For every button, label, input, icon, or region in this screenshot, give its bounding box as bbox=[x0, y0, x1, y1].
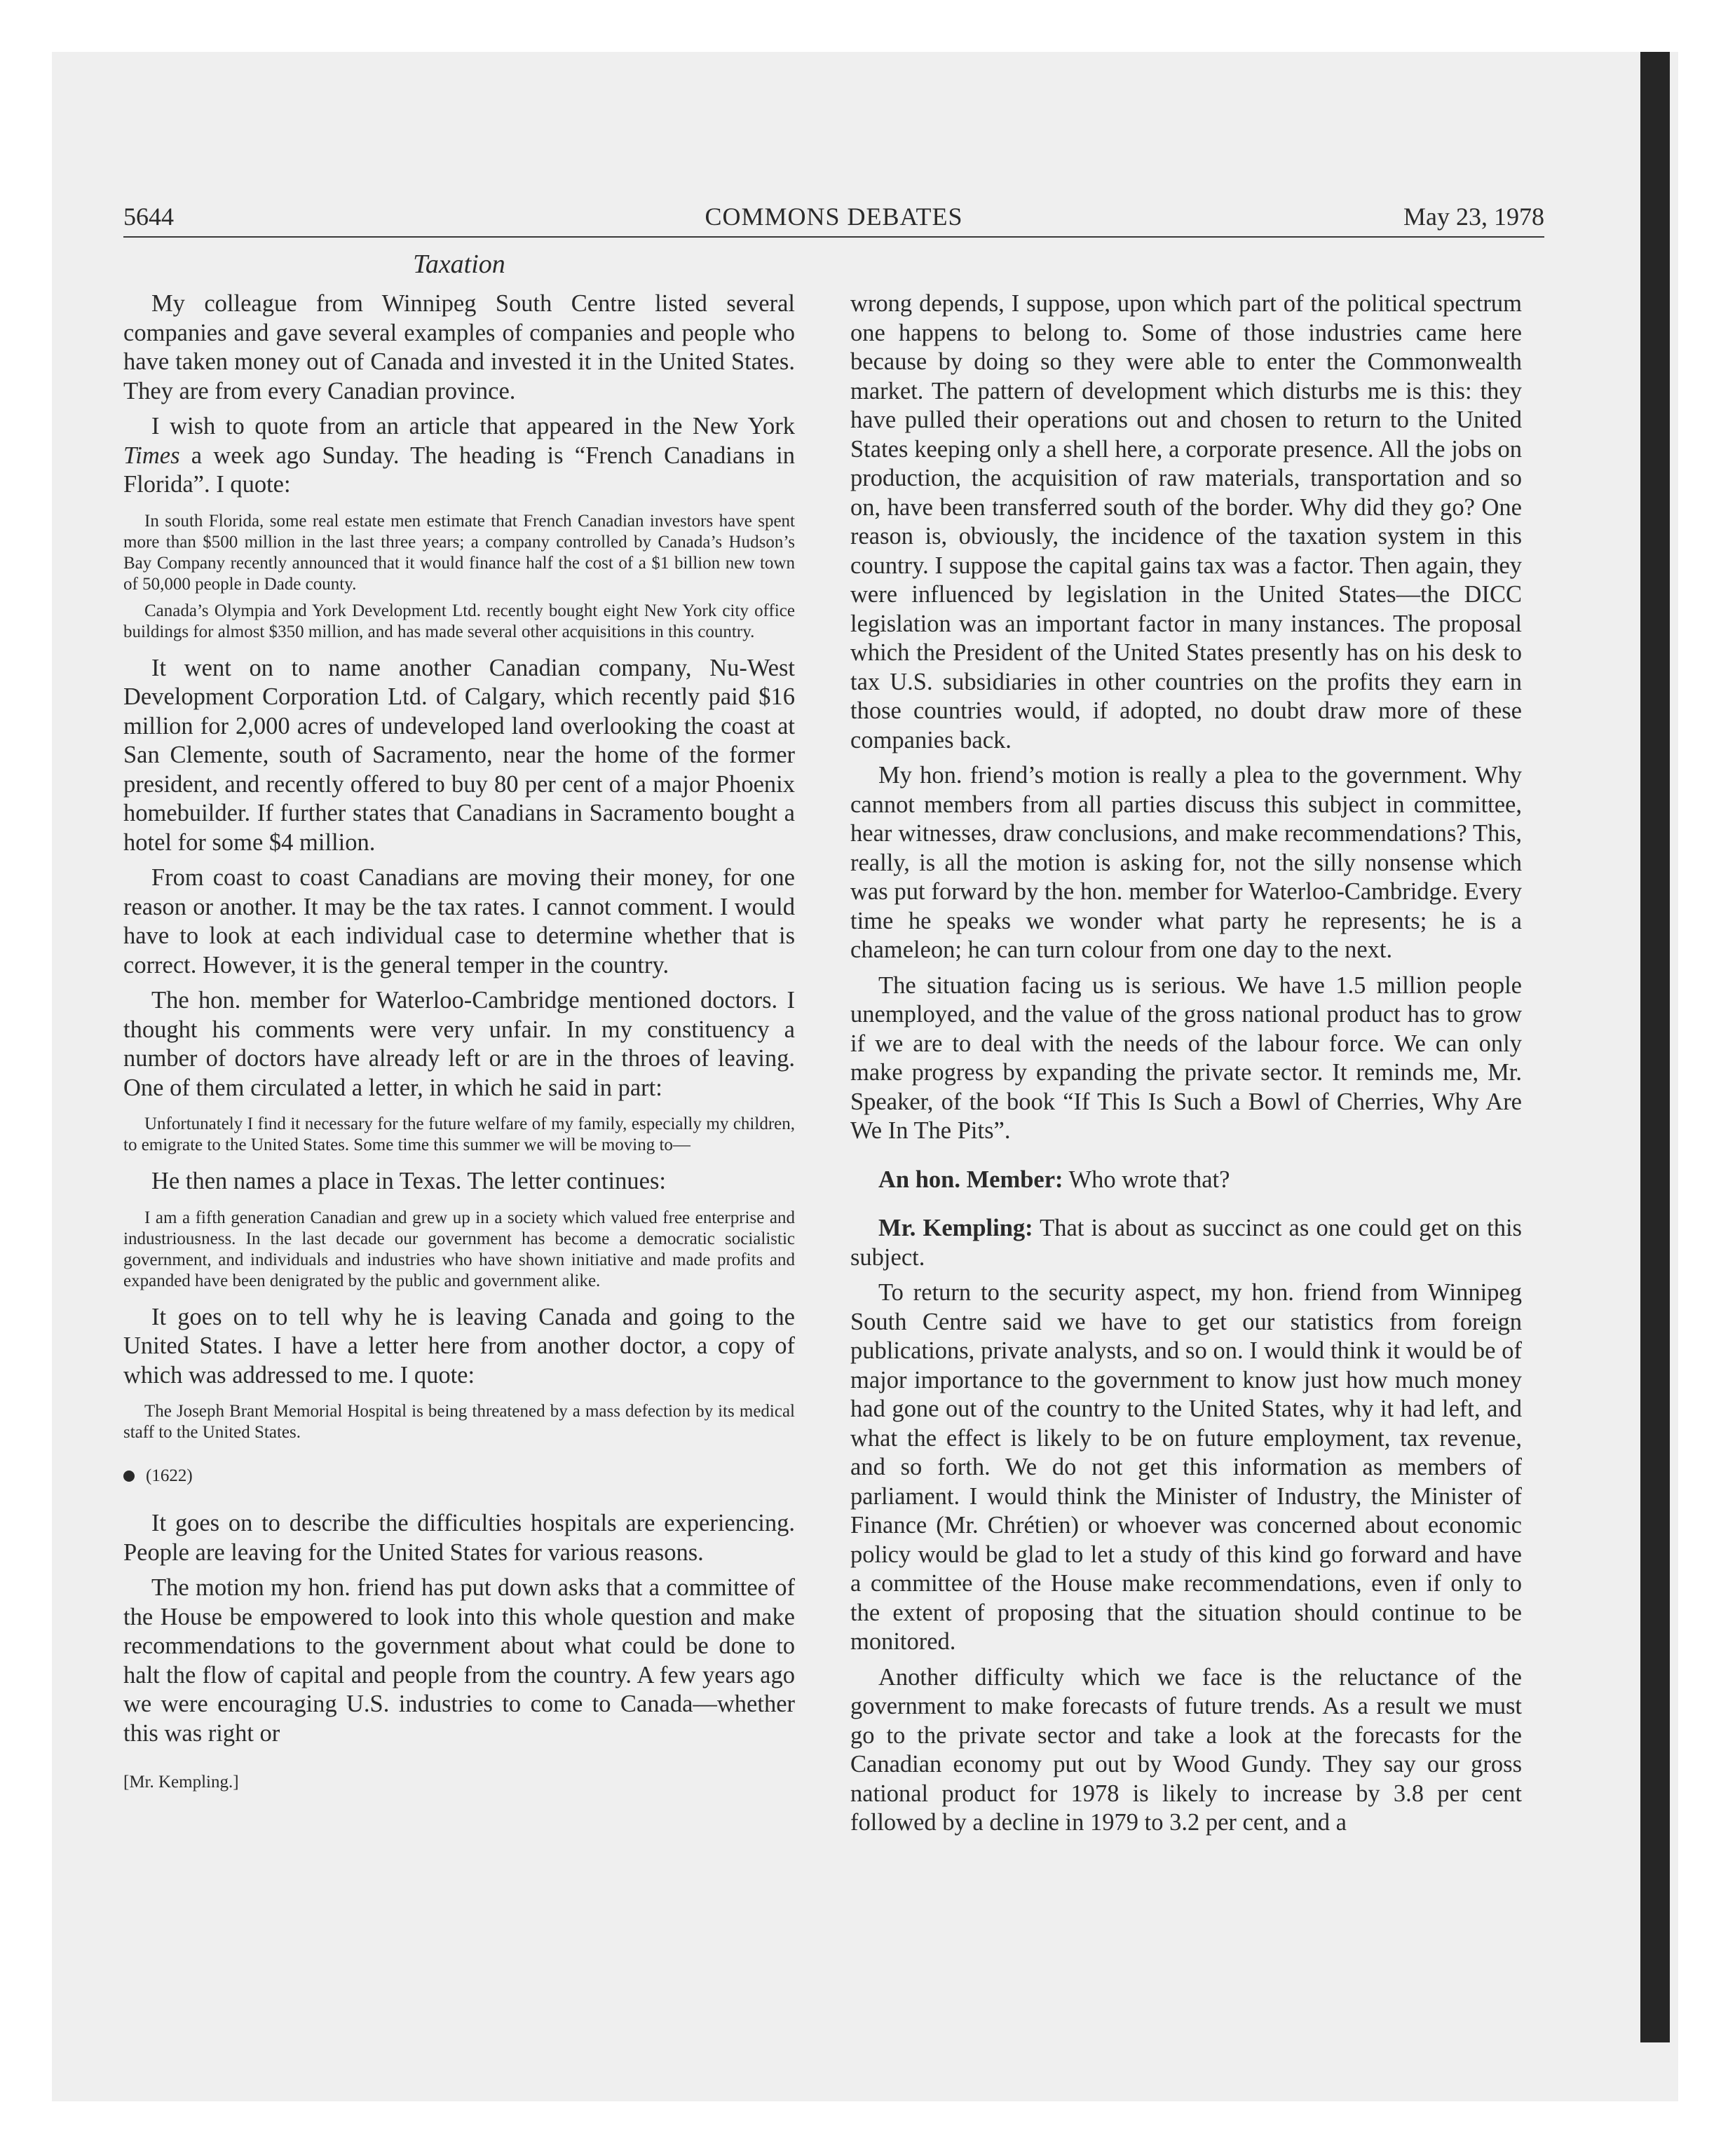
paragraph: The situation facing us is serious. We have 1.5 million people unemployed, and the value of the gross national product has to grow if we are to deal with the needs of the labour force. We can only make progress by expanding the private sector. It reminds me, Mr. Speaker, of the book “If This Is Such a Bowl of Cherries, Why Are We In The Pits”. bbox=[850, 971, 1522, 1144]
paragraph: To return to the security aspect, my hon. friend from Winnipeg South Centre said we have to get our statistics from foreign publications, private analysts, and so on. I would think it would be of major importance to the government to know just how much money had gone out of the country to the United States, why it had left, and what the effect is likely to be on future employment, tax revenue, and so forth. We do not get this information as members of parliament. I would think the Minister of Industry, the Minister of Finance (Mr. Chrétien) or whoever was concerned about economic policy would be glad to let a study of this kind go forward and have a committee of the House make recommendations, even if only to the extent of proposing that the situation should continue to be monitored. bbox=[850, 1279, 1522, 1655]
speech-interjection bbox=[850, 1166, 1522, 1195]
running-header bbox=[123, 198, 1544, 235]
block-quote: Unfortunately I find it necessary for the future welfare of my family, especially my children, to emigrate to the United States. Some time this summer we will be moving to— bbox=[123, 1114, 795, 1154]
paragraph: wrong depends, I suppose, upon which part of the political spectrum one happens to belong to. Some of those industries came here because by doing so they were able to enter the Commonwealth market. The pattern of development which disturbs me is this: they have pulled their operations out and chosen to return to the United States keeping only a shell here, a corporate presence. All the jobs on production, the acquisition of raw materials, transportation and so on, have been transferred south of the border. Why did they go? One reason is, obviously, the incidence of the taxation system in this country. I suppose the capital gains tax was a factor. Then again, they were influenced by legislation in the United States—the DICC legislation was an important factor in many instances. The proposal which the President of the United States presently has on his desk to tax U.S. subsidiaries in other countries on the profits they earn in those countries would, if adopted, no doubt draw more of these companies back. bbox=[850, 290, 1522, 753]
paragraph: The hon. member for Waterloo-Cambridge mentioned doctors. I thought his comments were very unfair. In my constituency a number of doctors have already left or are in the throes of leaving. One of them circulated a letter, in which he said in part: bbox=[123, 987, 795, 1101]
header-rule bbox=[123, 236, 1544, 238]
paragraph: Another difficulty which we face is the reluctance of the government to make forecasts of future trends. As a result we must go to the private sector and take a look at the forecasts for the Canadian economy put out by Wood Gundy. They say our gross national product for 1978 is likely to increase by 3.8 per cent followed by a decline in 1979 to 3.2 per cent, and a bbox=[850, 1663, 1522, 1836]
binding-edge bbox=[1640, 52, 1670, 2042]
speech-text: Who wrote that? bbox=[1063, 1166, 1230, 1193]
paragraph-text: I wish to quote from an article that appeared in the New York bbox=[151, 413, 795, 439]
speech-paragraph bbox=[850, 1214, 1522, 1272]
block-quote: Canada’s Olympia and York Development Ltd. recently bought eight New York city office buildings for almost $350 million, and has made several other acquisitions in this country. bbox=[123, 601, 795, 641]
section-title: Taxation bbox=[413, 250, 505, 279]
paragraph: My hon. friend’s motion is really a plea to the government. Why cannot members from all parties discuss this subject in committee, hear witnesses, draw conclusions, and make recommendations? This, really, is all the motion is asking for, not the silly nonsense which was put forward by the hon. member for Waterloo-Cambridge. Every time he speaks we wonder what party he represents; he is a chameleon; he can turn colour from one day to the next. bbox=[850, 762, 1522, 963]
speaker-name: An hon. Member: bbox=[878, 1166, 1063, 1193]
paragraph: The motion my hon. friend has put down asks that a committee of the House be empowered to look into this whole question and make recommendations to the government about what could be done to halt the flow of capital and people from the country. A few years ago we were encouraging U.S. industries to come to Canada—whether this was right or bbox=[123, 1574, 795, 1747]
paragraph: From coast to coast Canadians are moving their money, for one reason or another. It may be the tax rates. I cannot comment. I would have to look at each individual case to determine whether that is correct. However, it is the general temper in the country. bbox=[123, 864, 795, 978]
speaker-footer: [Mr. Kempling.] bbox=[123, 1773, 239, 1792]
block-quote: I am a fifth generation Canadian and grew up in a society which valued free enterprise and industriousness. In the last decade our government has become a democratic socialistic government, and individuals and industries who have shown initiative and made profits and expanded have been denigrated by the public and government alike. bbox=[123, 1208, 795, 1290]
time-marker-text: (1622) bbox=[146, 1466, 193, 1485]
header-date: May 23, 1978 bbox=[1403, 203, 1544, 231]
paragraph: It goes on to tell why he is leaving Canada and going to the United States. I have a letter here from another doctor, a copy of which was addressed to me. I quote: bbox=[123, 1303, 795, 1389]
paragraph bbox=[123, 412, 795, 500]
paragraph-text: a week ago Sunday. The heading is “French Canadians in Florida”. I quote: bbox=[123, 442, 795, 498]
speaker-name: Mr. Kempling: bbox=[878, 1215, 1033, 1241]
left-column bbox=[123, 289, 795, 1986]
bullet-icon bbox=[123, 1471, 135, 1482]
paragraph: He then names a place in Texas. The letter continues: bbox=[151, 1168, 666, 1194]
newspaper-name: Times bbox=[123, 442, 180, 469]
block-quote: In south Florida, some real estate men estimate that French Canadian investors have spent more than $500 million in the last three years; a company controlled by Canada’s Hudson’s Bay Company recently announced that it would finance half the cost of a $1 billion new town of 50,000 people in Dade county. bbox=[123, 511, 795, 594]
page-number: 5644 bbox=[123, 203, 174, 231]
paragraph: It went on to name another Canadian company, Nu-West Development Corporation Ltd. of Calgary, which recently paid $16 million for 2,000 acres of undeveloped land overlooking the coast at San Clemente, south of Sacramento, near the home of the former president, and recently offered to buy 80 per cent of a major Phoenix homebuilder. If further states that Canadians in Sacramento bought a hotel for some $4 million. bbox=[123, 654, 795, 856]
time-marker bbox=[123, 1464, 795, 1488]
running-title: COMMONS DEBATES bbox=[705, 203, 963, 231]
paragraph: My colleague from Winnipeg South Centre listed several companies and gave several examples of companies and people who have taken money out of Canada and invested it in the United States. They are from every Canadian province. bbox=[123, 290, 795, 404]
right-column bbox=[850, 289, 1522, 1986]
paragraph: It goes on to describe the difficulties hospitals are experiencing. People are leaving for the United States for various reasons. bbox=[123, 1510, 795, 1566]
block-quote: The Joseph Brant Memorial Hospital is being threatened by a mass defection by its medical staff to the United States. bbox=[123, 1402, 795, 1442]
speech-text: That is about as succinct as one could get on this subject. bbox=[850, 1215, 1522, 1271]
